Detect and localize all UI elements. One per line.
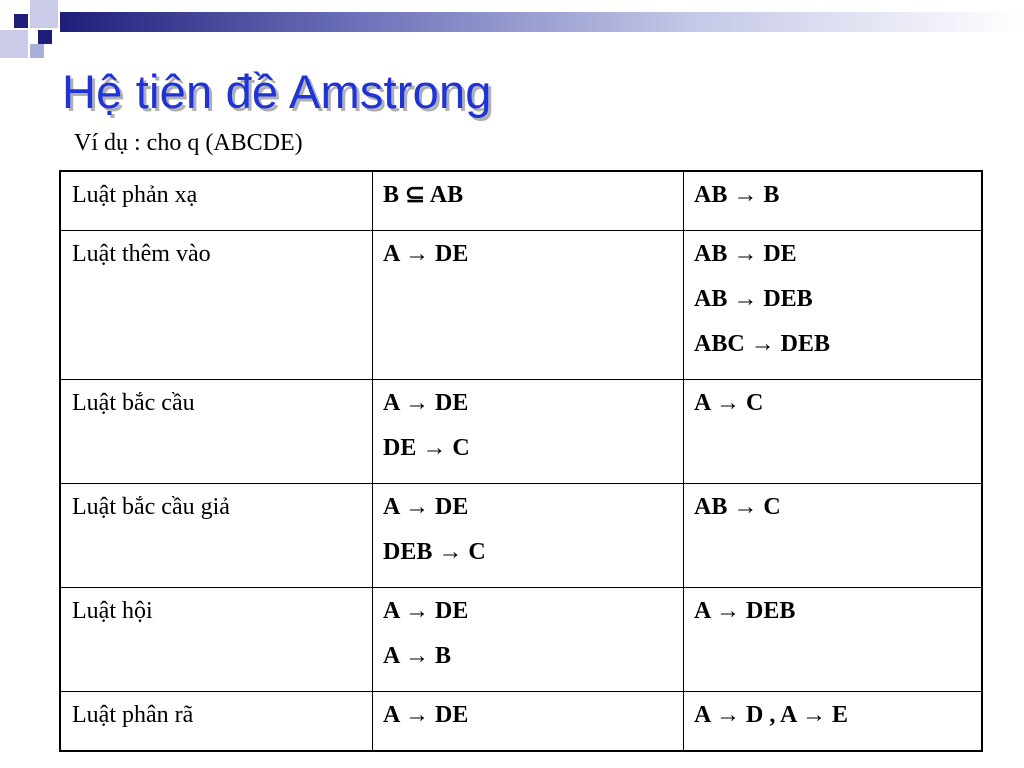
rule-name-cell — [60, 588, 373, 692]
given-dependency: A → DE — [383, 598, 469, 624]
given-cell — [373, 484, 684, 588]
given-cell — [373, 380, 684, 484]
given-dependency: A → DE — [383, 702, 469, 728]
deco-square-light — [30, 44, 44, 58]
result-dependency: A → C — [694, 390, 764, 416]
rule-name-cell — [60, 692, 373, 752]
rule-name-cell — [60, 380, 373, 484]
result-dependency: AB → DEB — [694, 286, 813, 312]
given-cell — [373, 692, 684, 752]
table-row — [60, 171, 982, 231]
armstrong-rules-table — [59, 170, 983, 752]
rule-name: Luật bắc cầu — [72, 390, 195, 416]
result-dependency: AB → DE — [694, 241, 797, 267]
result-dependency: AB → C — [694, 494, 781, 520]
rule-name: Luật phân rã — [72, 702, 194, 728]
deco-square-light — [30, 0, 58, 28]
given-dependency: A → B — [383, 643, 452, 669]
rule-name: Luật phản xạ — [72, 182, 198, 208]
given-dependency: DEB → C — [383, 539, 486, 565]
table-row — [60, 484, 982, 588]
result-cell — [684, 171, 983, 231]
given-cell — [373, 171, 684, 231]
result-dependency: AB → B — [694, 182, 780, 208]
result-cell — [684, 231, 983, 380]
given-dependency: A → DE — [383, 494, 469, 520]
rule-name-cell — [60, 484, 373, 588]
slide-subtitle: Ví dụ : cho q (ABCDE) — [74, 130, 303, 156]
result-cell — [684, 380, 983, 484]
top-gradient-bar — [60, 12, 1024, 32]
result-cell — [684, 484, 983, 588]
result-dependency: A → DEB — [694, 598, 796, 624]
result-dependency: A → D , A → E — [694, 702, 849, 728]
result-cell — [684, 588, 983, 692]
given-dependency: A → DE — [383, 390, 469, 416]
result-dependency: ABC → DEB — [694, 331, 831, 357]
given-dependency: B ⊆ AB — [383, 182, 464, 208]
deco-square-dark — [38, 30, 52, 44]
table-body — [60, 171, 982, 751]
rule-name-cell — [60, 231, 373, 380]
deco-square-light — [0, 30, 28, 58]
rule-name-cell — [60, 171, 373, 231]
table-row — [60, 231, 982, 380]
rule-name: Luật bắc cầu giả — [72, 494, 230, 520]
rule-name: Luật thêm vào — [72, 241, 211, 267]
given-cell — [373, 231, 684, 380]
slide-title: Hệ tiên đề Amstrong — [62, 65, 492, 118]
given-dependency: DE → C — [383, 435, 470, 461]
given-cell — [373, 588, 684, 692]
rule-name: Luật hội — [72, 598, 153, 624]
deco-square-dark — [14, 14, 28, 28]
table-row — [60, 692, 982, 752]
given-dependency: A → DE — [383, 241, 469, 267]
result-cell — [684, 692, 983, 752]
table-row — [60, 588, 982, 692]
table-row — [60, 380, 982, 484]
